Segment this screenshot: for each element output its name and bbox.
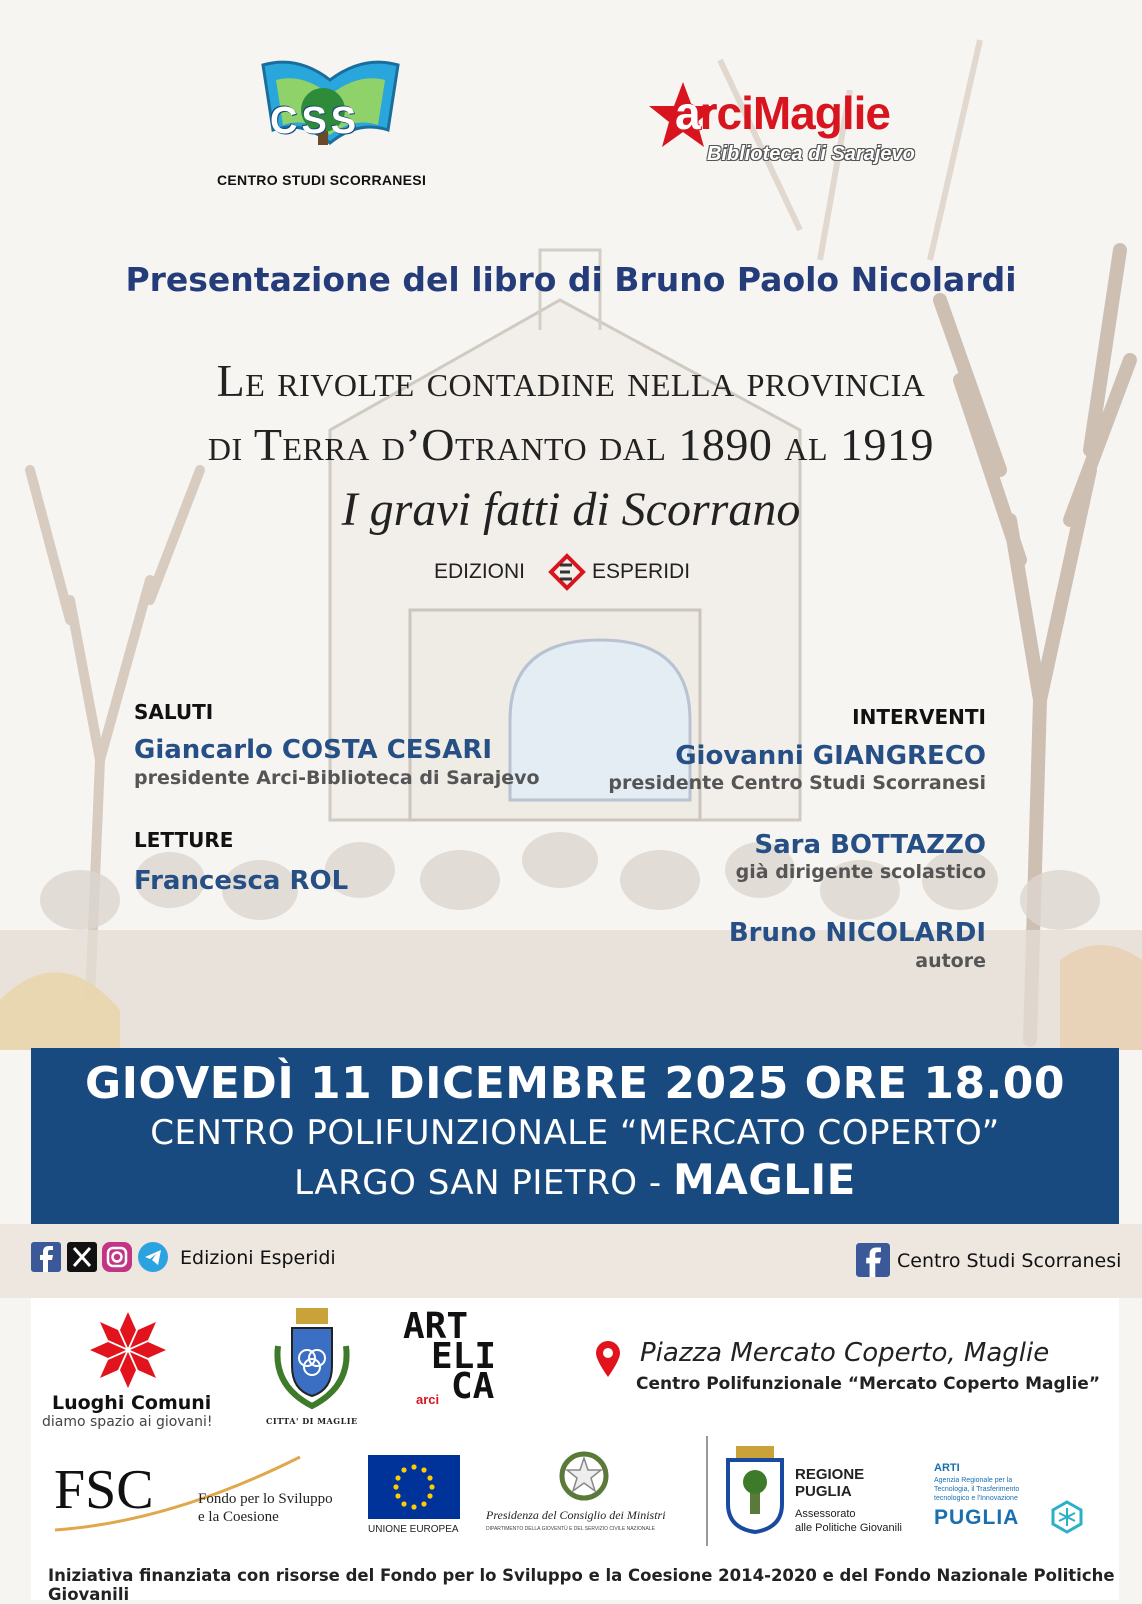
- speaker2-desc: già dirigente scolastico: [735, 861, 986, 883]
- publisher-left: EDIZIONI: [434, 560, 526, 583]
- regione-line1: REGIONE: [795, 1466, 865, 1483]
- css-logo-letters: CSS: [270, 100, 361, 142]
- facebook-icon[interactable]: [31, 1242, 61, 1272]
- italy-emblem-icon: [558, 1450, 610, 1502]
- social-right-label[interactable]: Centro Studi Scorranesi: [897, 1250, 1122, 1272]
- event-date: GIOVEDÌ 11 DICEMBRE 2025 ORE 18.00: [84, 1058, 1065, 1109]
- event-banner: [31, 1048, 1119, 1224]
- interventi-label: INTERVENTI: [852, 705, 986, 729]
- regione-line4: alle Politiche Giovanili: [795, 1522, 902, 1534]
- luoghi-comuni-logo-icon: [88, 1310, 168, 1390]
- regione-puglia-crest-icon: [726, 1444, 784, 1534]
- arti-line1: Agenzia Regionale per la: [934, 1477, 1013, 1484]
- arci-rci: rci: [699, 87, 753, 139]
- luoghi-comuni-title: Luoghi Comuni: [52, 1392, 212, 1414]
- speaker3-desc: autore: [915, 950, 986, 972]
- venue-line1: Piazza Mercato Coperto, Maglie: [640, 1338, 1050, 1368]
- arci-logo-text: [675, 86, 890, 140]
- fsc-line2: e la Coesione: [198, 1509, 279, 1525]
- speaker1-desc: presidente Centro Studi Scorranesi: [608, 772, 986, 794]
- css-logo-name: CENTRO STUDI SCORRANESI: [217, 172, 427, 188]
- arte-line2: ELI: [431, 1336, 497, 1377]
- publisher-right: ESPERIDI: [592, 560, 691, 583]
- saluti-name: Giancarlo COSTA CESARI: [134, 735, 493, 765]
- saluti-desc: presidente Arci-Biblioteca di Sarajevo: [134, 767, 540, 789]
- event-town: MAGLIE: [672, 1155, 856, 1204]
- presentation-subtitle: Presentazione del libro di Bruno Paolo Nicolardi: [125, 260, 1017, 299]
- arti-title: ARTI: [934, 1462, 960, 1474]
- esperidi-logo-icon: [548, 553, 586, 591]
- saluti-label: SALUTI: [134, 700, 214, 724]
- fsc-logo-text: FSC: [54, 1459, 154, 1521]
- citta-maglie-crest-icon: [268, 1306, 356, 1416]
- arte-line1: ART: [403, 1306, 469, 1347]
- arti-puglia: PUGLIA: [934, 1506, 1020, 1529]
- arte-arci: arci: [416, 1392, 440, 1407]
- telegram-icon[interactable]: [138, 1242, 168, 1272]
- arti-line3: tecnologico e l'Innovazione: [934, 1495, 1018, 1502]
- arti-desc: [934, 1476, 1019, 1503]
- book-title-line2: di Terra d’Otranto dal 1890 al 1919: [207, 419, 935, 470]
- speaker1-name: Giovanni GIANGRECO: [675, 741, 986, 771]
- citta-maglie-label: CITTA' DI MAGLIE: [266, 1416, 358, 1426]
- presidenza-sub: DIPARTIMENTO DELLA GIOVENTÙ E DEL SERVIZIO CIVILE NAZIONALE: [486, 1526, 655, 1532]
- fsc-description: [198, 1490, 333, 1526]
- eu-label: UNIONE EUROPEA: [368, 1524, 459, 1535]
- speaker3-name: Bruno NICOLARDI: [728, 918, 986, 948]
- arci-subtitle: Biblioteca di Sarajevo: [707, 143, 915, 165]
- arci-a: a: [675, 87, 700, 139]
- presidenza-label: Presidenza del Consiglio dei Ministri: [486, 1508, 666, 1522]
- arti-logo-icon: [1050, 1500, 1084, 1534]
- arte-elica-logo: [403, 1306, 497, 1407]
- footer-note: Iniziativa finanziata con risorse del Fondo per lo Sviluppo e la Coesione 2014-2020 e del Fondo Nazionale Politiche Giovanili: [48, 1566, 1115, 1604]
- regione-sub: [795, 1507, 902, 1535]
- event-venue: CENTRO POLIFUNZIONALE “MERCATO COPERTO”: [150, 1113, 1000, 1153]
- facebook-icon-right[interactable]: [856, 1243, 890, 1277]
- event-street: LARGO SAN PIETRO -: [294, 1163, 673, 1203]
- instagram-icon[interactable]: [102, 1242, 132, 1272]
- luoghi-comuni-sub: diamo spazio ai giovani!: [42, 1414, 213, 1430]
- book-title-line3: I gravi fatti di Scorrano: [341, 483, 801, 536]
- arci-maglie: Maglie: [752, 87, 891, 139]
- eu-flag-icon: [368, 1455, 460, 1519]
- book-title-line1: Le rivolte contadine nella provincia: [216, 355, 926, 406]
- arte-line3: CA: [451, 1366, 495, 1407]
- regione-line3: Assessorato: [795, 1508, 856, 1520]
- speaker2-name: Sara BOTTAZZO: [754, 830, 986, 860]
- regione-title: [795, 1466, 864, 1500]
- map-pin-icon: [594, 1340, 622, 1378]
- sponsor-divider: [706, 1436, 708, 1546]
- fsc-line1: Fondo per lo Sviluppo: [198, 1491, 333, 1507]
- letture-label: LETTURE: [134, 828, 234, 852]
- venue-line2: Centro Polifunzionale “Mercato Coperto Maglie”: [636, 1374, 1101, 1394]
- arti-line2: Tecnologia, il Trasferimento: [934, 1486, 1020, 1493]
- letture-name: Francesca ROL: [134, 866, 349, 896]
- x-icon[interactable]: [67, 1242, 97, 1272]
- social-left-label[interactable]: Edizioni Esperidi: [180, 1247, 336, 1269]
- regione-line2: PUGLIA: [795, 1483, 852, 1500]
- event-address: [31, 1155, 1119, 1204]
